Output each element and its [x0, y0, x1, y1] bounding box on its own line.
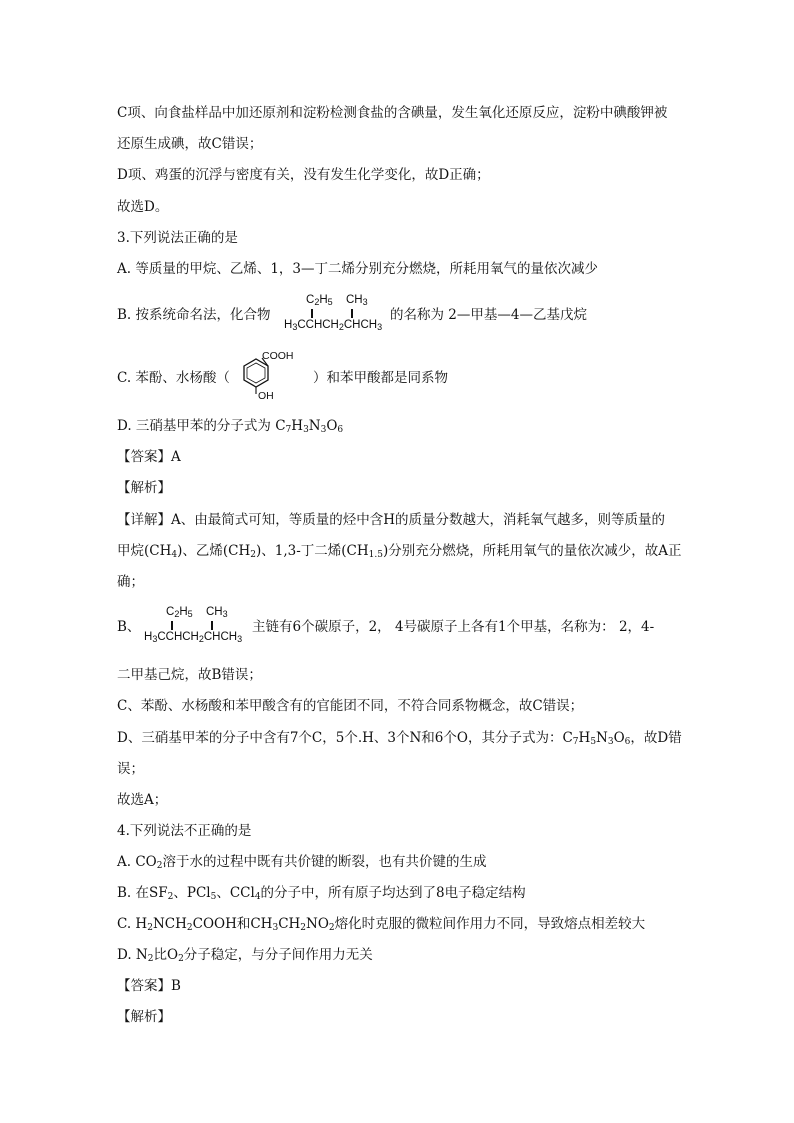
main-chain: $H_3CCHCH_2CHCH_3$: [144, 631, 243, 644]
substituent-ethyl: $C_2H_5$: [166, 606, 193, 619]
text-line: D、三硝基甲苯的分子中含有7个C，5个.H、3个N和6个O，其分子式为：$C_7H_5N_3O_6$，故D错: [117, 730, 682, 747]
bond-line: [311, 309, 313, 318]
text-line: D项、鸡蛋的沉浮与密度有关，没有发生化学变化，故D正确；: [117, 167, 490, 183]
structure-formula: [284, 294, 388, 336]
option-a: A. 等质量的甲烷、乙烯、1，3—丁二烯分别充分燃烧，所耗用氧气的量依次减少: [117, 261, 599, 277]
option-b-suffix: 的名称为 2—甲基—4—乙基戊烷: [390, 307, 587, 323]
salicylic-acid-structure: [232, 350, 304, 402]
text-line: 【详解】A、由最简式可知，等质量的烃中含H的质量分数越大，消耗氧气越多，则等质量的: [117, 512, 666, 528]
structure-formula: [144, 606, 248, 648]
bond-line: [211, 621, 213, 630]
main-chain: $H_3CCHCH_2CHCH_3$: [284, 319, 383, 332]
analysis-label: 【解析】: [117, 1009, 171, 1025]
bond-line: [351, 309, 353, 318]
analysis-label: 【解析】: [117, 480, 171, 496]
option-d: D. 三硝基甲苯的分子式为 $C_7H_3N_3O_6$: [117, 418, 344, 435]
text-line: 故选A；: [117, 792, 168, 808]
option-c-suffix: ）和苯甲酸都是同系物: [313, 370, 448, 386]
option-a: A. $CO_2$溶于水的过程中既有共价键的断裂，也有共价键的生成: [117, 854, 487, 871]
text-line: 故选D。: [117, 199, 169, 215]
substituent-ethyl: $C_2H_5$: [306, 294, 333, 307]
text-line: 还原生成碘，故C错误；: [117, 136, 263, 152]
option-d: D. $N_2$比$O_2$分子稳定，与分子间作用力无关: [117, 947, 373, 964]
detail-b-suffix: 主链有6个碳原子，2， 4号碳原子上各有1个甲基，名称为： 2，4-: [252, 619, 655, 635]
text-line: 误；: [117, 761, 144, 777]
oh-label: OH: [258, 390, 274, 402]
option-c: C. $H_2NCH_2COOH$和$CH_3CH_2NO_2$熔化时克服的微粒间作用力不同，导致熔点相差较大: [117, 916, 646, 933]
text-line: C、苯酚、水杨酸和苯甲酸含有的官能团不同，不符合同系物概念，故C错误；: [117, 698, 584, 714]
text-line: 确；: [117, 574, 144, 590]
substituent-methyl: $CH_3$: [346, 294, 368, 307]
substituent-methyl: $CH_3$: [206, 606, 228, 619]
option-b-prefix: B. 按系统命名法，化合物: [117, 307, 271, 323]
bond-line: [171, 621, 173, 630]
text-line: 二甲基己烷，故B错误；: [117, 667, 262, 683]
answer-label: 【答案】A: [117, 449, 181, 465]
cooh-label: COOH: [262, 350, 294, 362]
option-c-prefix: C. 苯酚、水杨酸（: [117, 370, 230, 386]
text-line: 甲烷$(CH_4)$、乙烯$(CH_2)$、1,3-丁二烯$(CH_{1.5})$分别充分燃烧，所耗用氧气的量依次减少，故A正: [117, 543, 682, 560]
option-b: B. 在$SF_2$、PCl$_5$、CCl$_4$的分子中，所有原子均达到了8电子稳定结构: [117, 885, 526, 902]
answer-label: 【答案】B: [117, 978, 181, 994]
question-title: 4.下列说法不正确的是: [117, 823, 252, 839]
detail-b-prefix: B、: [117, 619, 141, 635]
question-title: 3.下列说法正确的是: [117, 230, 238, 246]
text-line: C项、向食盐样品中加还原剂和淀粉检测食盐的含碘量，发生氧化还原反应，淀粉中碘酸钾被: [117, 105, 668, 121]
